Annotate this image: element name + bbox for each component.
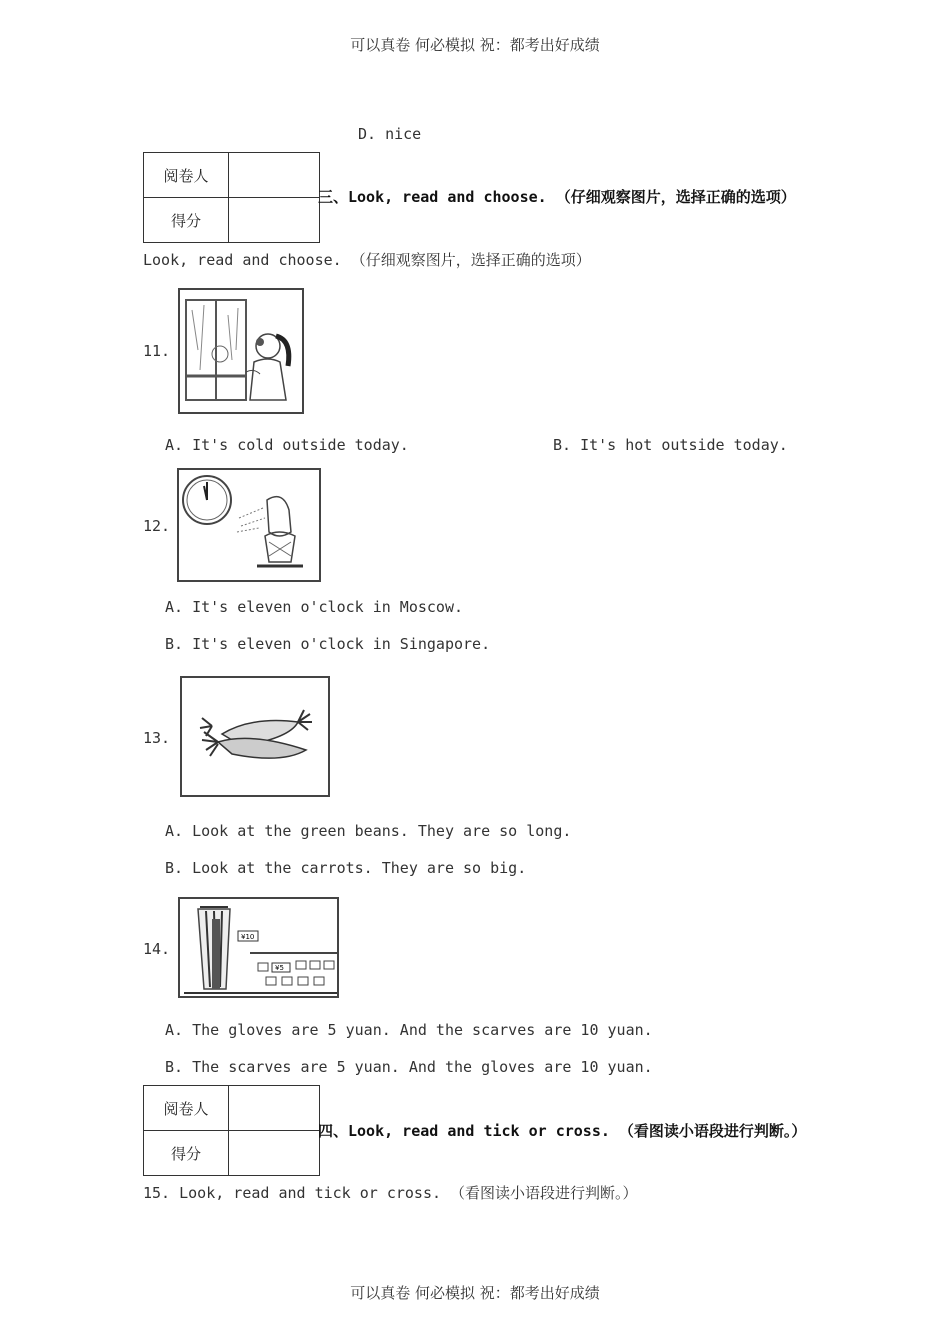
q12-option-a: A. It's eleven o'clock in Moscow.: [165, 598, 464, 616]
score-box: [143, 1085, 320, 1176]
q11-option-a: A. It's cold outside today.: [165, 436, 409, 454]
page-header: 可以真卷 何必模拟 祝：都考出好成绩: [350, 36, 600, 54]
score-blank: [229, 1131, 320, 1176]
question-number: 11.: [143, 342, 171, 360]
question-number: 12.: [143, 517, 171, 535]
prev-option-d: D. nice: [358, 125, 422, 143]
carrots-image: [180, 676, 330, 797]
reviewer-label: 阅卷人: [144, 153, 229, 198]
scarves-gloves-image: [178, 897, 339, 998]
score-box: [143, 152, 320, 243]
score-label: 得分: [144, 1131, 229, 1176]
q13-option-b: B. Look at the carrots. They are so big.: [165, 859, 527, 877]
reviewer-blank: [229, 1086, 320, 1131]
window-girl-image: [178, 288, 304, 414]
price-tag-10-text: ¥10: [241, 933, 255, 941]
score-label: 得分: [144, 198, 229, 243]
q13-option-a: A. Look at the green beans. They are so long.: [165, 822, 572, 840]
q14-option-b: B. The scarves are 5 yuan. And the gloves are 10 yuan.: [165, 1058, 653, 1076]
q12-option-b: B. It's eleven o'clock in Singapore.: [165, 635, 491, 653]
page-footer: 可以真卷 何必模拟 祝：都考出好成绩: [350, 1284, 600, 1302]
section-4-title: 四、Look, read and tick or cross. （看图读小语段进行判断。）: [318, 1122, 807, 1140]
clock-snow-image: [177, 468, 321, 582]
price-tag-5-text: ¥5: [275, 964, 284, 972]
question-number: 13.: [143, 729, 171, 747]
question-15: 15. Look, read and tick or cross. （看图读小语段进行判断。）: [143, 1184, 638, 1202]
q14-option-a: A. The gloves are 5 yuan. And the scarves are 10 yuan.: [165, 1021, 653, 1039]
section-3-title: 三、Look, read and choose. （仔细观察图片，选择正确的选项）: [318, 188, 796, 206]
q11-option-b: B. It's hot outside today.: [553, 436, 788, 454]
reviewer-label: 阅卷人: [144, 1086, 229, 1131]
reviewer-blank: [229, 153, 320, 198]
section-3-instruction: Look, read and choose. （仔细观察图片，选择正确的选项）: [143, 251, 591, 269]
score-blank: [229, 198, 320, 243]
question-number: 14.: [143, 940, 171, 958]
